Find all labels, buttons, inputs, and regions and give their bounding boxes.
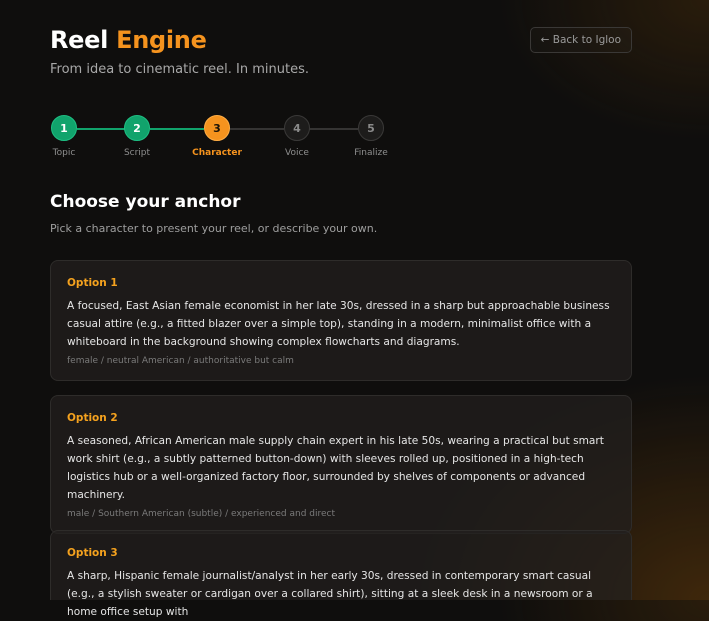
brand-word-engine: Engine: [116, 26, 207, 54]
option-card-1[interactable]: [50, 260, 632, 381]
step-finalize[interactable]: [341, 115, 401, 158]
step-number: 2: [124, 115, 150, 141]
step-number: 1: [51, 115, 77, 141]
brand-logo: [50, 26, 207, 54]
option-description: A seasoned, African American male supply chain expert in his late 50s, wearing a practical but smart work shirt (e.g., a subtly patterned button-down) with sleeves rolled up, positioned in a high-tech logistics hub or a well-organized factory floor, surrounded by shelves of components or advanced machinery.: [67, 435, 604, 501]
section-subtitle: Pick a character to present your reel, or describe your own.: [50, 222, 378, 235]
option-meta: female / neutral American / authoritative but calm: [67, 356, 294, 366]
option-card-3[interactable]: [50, 530, 632, 618]
back-to-igloo-button[interactable]: ← Back to Igloo: [530, 27, 632, 53]
step-number: 3: [204, 115, 230, 141]
option-label: Option 3: [67, 547, 118, 559]
brand-word-reel: Reel: [50, 26, 109, 54]
tagline: From idea to cinematic reel. In minutes.: [50, 62, 309, 77]
option-label: Option 2: [67, 412, 118, 424]
step-number: 5: [358, 115, 384, 141]
step-label: Character: [192, 148, 242, 158]
step-label: Voice: [285, 148, 309, 158]
option-card-2[interactable]: [50, 395, 632, 534]
step-script[interactable]: [107, 115, 167, 158]
option-label: Option 1: [67, 277, 118, 289]
option-description: A sharp, Hispanic female journalist/analyst in her early 30s, dressed in contemporary smart casual (e.g., a stylish sweater or cardigan over a collared shirt), sitting at a sleek desk in a newsroom or a home office setup with: [67, 570, 593, 618]
section-title: Choose your anchor: [50, 192, 241, 212]
step-label: Topic: [52, 148, 76, 158]
option-meta: male / Southern American (subtle) / experienced and direct: [67, 509, 335, 519]
step-character[interactable]: [187, 115, 247, 158]
step-label: Finalize: [354, 148, 388, 158]
stepper: [50, 115, 395, 165]
step-topic[interactable]: [34, 115, 94, 158]
step-voice[interactable]: [267, 115, 327, 158]
step-number: 4: [284, 115, 310, 141]
step-label: Script: [123, 148, 151, 158]
option-description: A focused, East Asian female economist in her late 30s, dressed in a sharp but approachable business casual attire (e.g., a fitted blazer over a simple top), standing in a modern, minimalist office with a whiteboard in the background showing complex flowcharts and diagrams.: [67, 300, 610, 348]
